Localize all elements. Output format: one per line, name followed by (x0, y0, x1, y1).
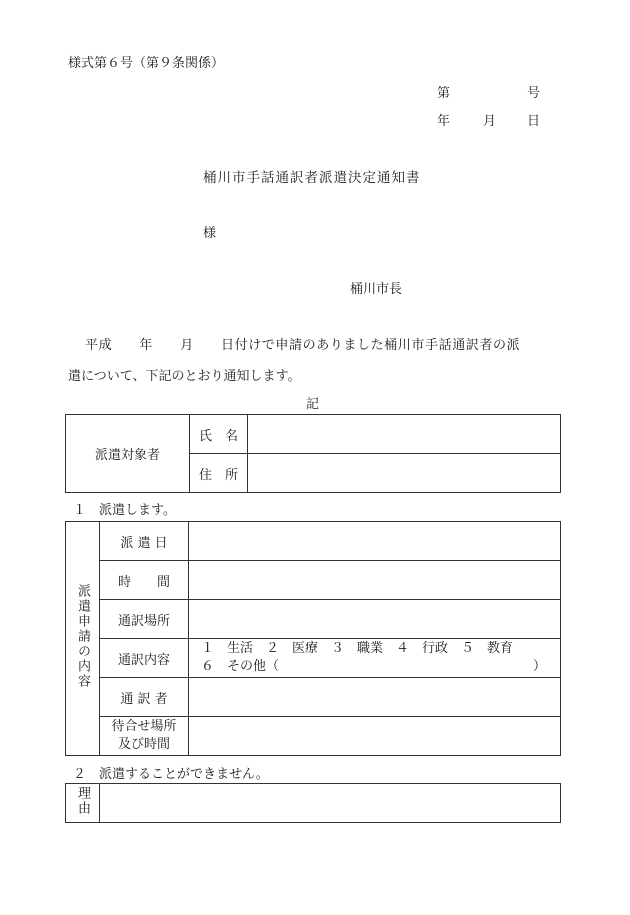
reason-field[interactable] (100, 784, 561, 823)
target-table (65, 414, 561, 493)
document-title: 桶川市手話通訳者派遣決定通知書 (203, 170, 421, 186)
meeting-label-line2: 及び時間 (117, 737, 170, 752)
date-month: 月 (483, 114, 497, 129)
content-options-line1: １ 生活 ２ 医療 ３ 職業 ４ 行政 ５ 教育 (201, 641, 514, 656)
reason-table (65, 783, 561, 823)
ki-label: 記 (306, 397, 320, 412)
address-field[interactable] (248, 454, 561, 493)
dispatch-table (65, 521, 561, 756)
name-field[interactable] (248, 415, 561, 454)
content-options-line2 (201, 658, 546, 676)
meeting-label-line1: 待合せ場所 (111, 719, 177, 734)
time-label: 時 間 (100, 561, 189, 600)
form-number: 様式第６号（第９条関係） (68, 56, 225, 71)
content-options[interactable] (189, 639, 561, 678)
time-field[interactable] (189, 561, 561, 600)
reason-label: 理由 (75, 786, 90, 816)
number-go: 号 (527, 86, 541, 101)
dispatch-content-label-cell (66, 522, 100, 756)
target-label: 派遣対象者 (66, 415, 190, 493)
body-line-1: 平成 年 月 日付けで申請のありました桶川市手話通訳者の派 (85, 338, 521, 353)
recipient-suffix: 様 (203, 226, 217, 241)
other-option: ６ その他（ (201, 659, 280, 674)
reason-label-cell (66, 784, 100, 823)
other-option-close: ） (532, 659, 546, 674)
place-field[interactable] (189, 600, 561, 639)
interpreter-label: 通 訳 者 (100, 678, 189, 717)
issuer: 桶川市長 (350, 282, 403, 297)
dispatch-date-label: 派 遣 日 (100, 522, 189, 561)
section1-heading: １ 派遣します。 (73, 503, 176, 518)
date-day: 日 (527, 114, 541, 129)
section2-heading: ２ 派遣することができません。 (73, 767, 269, 782)
name-label: 氏 名 (190, 415, 248, 454)
number-dai: 第 (437, 86, 451, 101)
body-line-2: 遣について、下記のとおり通知します。 (68, 369, 301, 384)
meeting-field[interactable] (189, 717, 561, 756)
dispatch-date-field[interactable] (189, 522, 561, 561)
interpreter-field[interactable] (189, 678, 561, 717)
dispatch-content-label: 派遣申請の内容 (75, 584, 90, 689)
content-label: 通訳内容 (100, 639, 189, 678)
place-label: 通訳場所 (100, 600, 189, 639)
date-year: 年 (437, 114, 451, 129)
meeting-label (100, 717, 189, 756)
address-label: 住 所 (190, 454, 248, 493)
